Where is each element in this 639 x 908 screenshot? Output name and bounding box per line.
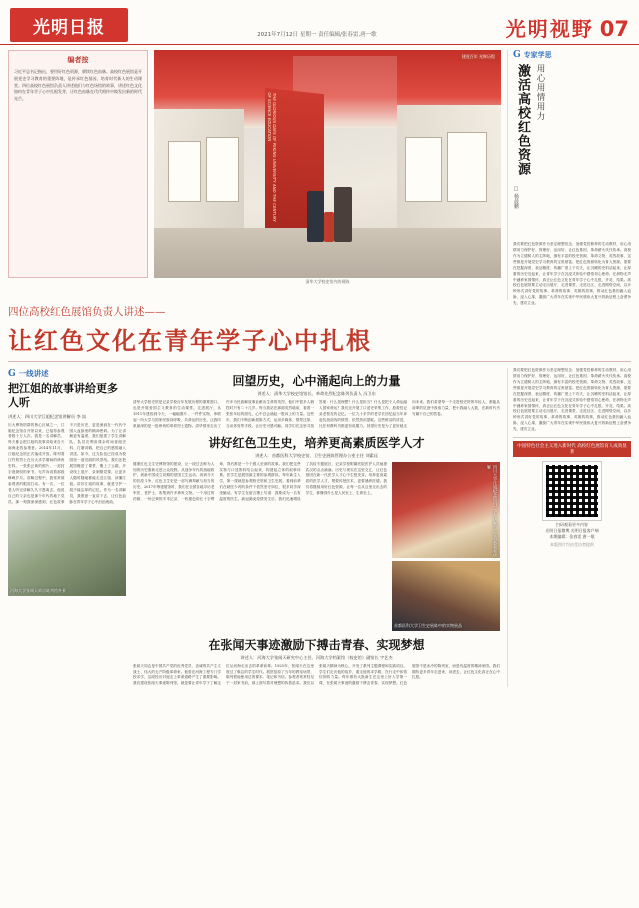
headline-rule [8,361,631,362]
articles-middle-column [133,368,500,687]
article-2-title: 回望历史，心中涌起向上的力量 [232,374,401,388]
article-4-title: 在张闻天事迹激励下搏击青春、实现梦想 [208,637,425,652]
editor-note [8,50,148,278]
hero-photo [154,50,501,278]
article-3-title: 讲好红色卫生史，培养更高素质医学人才 [208,435,425,450]
expert-body: 我们要把红色资源作为坚定理想信念、加强党性修养的生动教材，用心用情用力保护好、管理好、运用好，让红色基因、革命薪火代代传承。高校作为立德树人的主阵地，拥有丰富的校史资源、革命文物、英烈故事，这些都是开展党史学习教育的宝贵财富。把红色资源转化为育人资源，需要在挖掘深度、表达精度、传播广度上下功夫，让沉睡的史料活起来，让厚重的历史近起来，让青年学子在沉浸式体验中感悟初心使命，在润物无声中涵养家国情怀，真正让红色文化在青年学子心中扎根、开花、结果。高校红色展馆要主动走出展厅，走进课堂、走进社区、走进网络空间，以多种形式讲好党的故事、革命的故事、英雄的故事，推动红色基因融入血脉、浸入心扉，激励广大青年在实现中华民族伟大复兴的新征程上奋勇争先、建功立业。 [513,242,631,306]
paper-logo [10,8,128,42]
expert-column [507,50,631,306]
photo-5-caption: 河海大学张闻天故居陈列馆外景 [10,587,66,593]
article-4-body: 张闻天同志是中国共产党的优秀党员、忠诚的共产主义战士、伟大的无产阶级革命家。他曾在河海工程专门学校求学，这段经历对他走上革命道路产生了重要影响。我们建设张闻天事迹陈列馆，就是要让青年学子了解这位从河海走出去的革命前辈。1925年，张闻天在这里度过了难忘的学生时代。展馆复原了当年的教室场景，陈列着他使用过的课本、笔记和书信。参观者常常驻足于一封家书前，那上面写着对理想的执着追求。我们以张闻天精神为核心，开发了系列主题课程和实践项目。学生们走访他的故乡、重走他的求学路，在行走中体悟信仰的力量。每年都有大批新生在这里上好入学第一课，在张闻天事迹的激励下搏击青春、实现梦想。红色展馆不是冰冷的陈列室，而是有温度的精神家园。我们期待更多青年走进来、读进去，让红色文化真正在心中扎根。 [133,663,500,686]
qr-wrapper [513,462,631,520]
article-3-body: 健康红色卫生史博物馆的建设，让一段过去鲜为人知的历史重新走进公众视野。从战争年代的战地救护，到新中国成立初期的爱国卫生运动，再到今天的抗疫斗争，红色卫生史是一部写满奉献与担当的历史。2017年筹建展馆时，我们在全国各地寻访老军医、老护士，收集到许多珍贵文物。一个用过的药箱、一份泛黄的手术记录、一枚褪色的红十字臂章，背后都是一个个感人至深的故事。我们把这些实物与口述资料结合起来，构建起立体的叙事体系。医学生是展馆最主要的参观群体。每年新生入学，第一课就是参观校史馆和卫生史展。看到前辈们在缺医少药的条件下依然坚守岗位，很多同学深受触动。有学生在留言簿上写道：我要成为一名有温度的医生。新冠肺炎疫情发生后，我们迅速增设了抗疫专题展区，记录学校附属医院医护人员驰援武汉的点点滴滴。历史与现实在这里交汇，让红色基因在新一代医学人才心中生根发芽。培养更高素质的医学人才，既要传授医术，更要涵养医德。我们将继续用好红色资源，让每一位从这里走出去的学生，都懂得什么是人民至上、生命至上。 [133,461,387,502]
article-1-speaker: 讲述人：四川大学江姐纪念馆讲解员 李 岚 [8,413,87,419]
page-title: 让红色文化在青年学子心中扎根 [8,326,372,355]
photo-2-caption: 首都医科大学卫生史展陈中的实物展品 [394,622,462,628]
expert-section-label: 专家学思 [523,51,552,59]
top-section [0,45,639,306]
qr-line-1: 扫码观看更多内容 [556,522,588,528]
expert-continued-column [507,368,631,687]
main-headline-block [0,300,639,368]
headline-kicker: 四位高校红色展馆负责人讲述—— [8,306,166,318]
article-2-body: 清华大学校史馆是记录学校百年发展历程的重要窗口，也是开展爱国主义教育的生动课堂。走进展厅，从1911年建校到今天，一幅幅图片、一件件实物，串联起一所大学与国家民族同呼吸、共命运的历史。让我印象最深的是一批珍贵的革命烈士遗物。清华园里走出了许多为民族解放事业献出生命的英烈，他们中很多人牺牲时只有二十几岁。每当我站在那面英烈墙前，看着一张张年轻的面孔，心中总会涌起一股向上的力量。这些年，我们不断创新展陈方式，运用多媒体、情景还原、互动体验等手段，让历史可感可触。同学们在这里寻找答案：什么是理想？什么是担当？什么是把个人命运融入国家命运？我们还开展了口述史采集工作，抢救性记录老校友的记忆。一位九十多岁的老学长回忆起当年奔赴抗战前线的情景，依然热泪盈眶。这些鲜活的讲述，比任何教科书都更有说服力。回望历史是为了更好地走向未来。我们希望每一个走进校史馆的年轻人，都能从前辈的足迹中汲取力量，把小我融入大我，在新时代书写属于自己的答卷。 [133,400,500,428]
expert-section-head [513,50,631,60]
hero-photo-column [154,50,501,300]
expert-body-continued: 我们要把红色资源作为坚定理想信念、加强党性修养的生动教材，用心用情用力保护好、管理好、运用好，让红色基因、革命薪火代代传承。高校作为立德树人的主阵地，拥有丰富的校史资源、革命文物、英烈故事，这些都是开展党史学习教育的宝贵财富。把红色资源转化为育人资源，需要在挖掘深度、表达精度、传播广度上下功夫，让沉睡的史料活起来，让厚重的历史近起来，让青年学子在沉浸式体验中感悟初心使命，在润物无声中涵养家国情怀，真正让红色文化在青年学子心中扎根、开花、结果。高校红色展馆要主动走出展厅，走进课堂、走进社区、走进网络空间，以多种形式讲好党的故事、革命的故事、英雄的故事，推动红色基因融入血脉、浸入心扉，激励广大青年在实现中华民族伟大复兴的新征程上奋勇争先、建功立业。 [513,368,631,432]
hero-person-3 [324,212,334,242]
qr-code[interactable] [543,462,601,520]
article-3-speaker: 讲述人：首都医科大学校史馆、卫生史展陈管理办公室主任 刘素珏 [255,452,378,458]
photo-5 [8,510,126,596]
qr-line-2: 光明日报微博 光明日报客户端 [545,528,599,534]
article-1-section-head [8,368,126,379]
photo-2 [392,561,500,631]
article-1-body: 川大博物馆群的核心区域之一，江姐纪念馆自开馆以来，已接待参观者数十万人次。我是一名讲解员，每天都会把江姐的故事讲给来自天南海北的参观者。2014年11月，江姐纪念馆正式落成开放，陈列着江竹筠烈士在川大求学期间的珍贵史料。一张张泛黄的照片、一封封字迹斑驳的家书，无声诉说着那段峥嵘岁月。讲解过程中，我常常被参观者的眼泪打动。有一次，一位老人听完讲解久久不愿离去，他说自己的父亲也是那个年代的地下党员。那一刻我深深感到，红色故事不只是历史，更是流淌在一代代中国人血脉里的精神密码。为了让讲解更有温度，我们组建了学生讲解队，队员们利用课余时间查阅史料、打磨讲稿，把自己的感悟融入讲述。如今，这支队伍已经成为校园里一道亮丽的风景线。我们还把展馆搬进了课堂、搬上了云端，开设线上展厅、录制微党课，让更多人随时随地都能走近江姐、读懂江姐。讲好江姐的故事，就是守护一段不能忘却的记忆。作为一名讲解员，我愿意一直讲下去，让红色血脉在青年学子心中汩汩流淌。 [8,422,126,504]
hero-corner-label: 建党百年 光辉历程 [459,53,498,61]
hero-frame-3 [447,132,487,202]
hero-frame-1 [168,141,201,202]
article-1-section-label: 一线讲述 [18,369,49,378]
qr-line-3: 本期编辑：张春雷 唐一歌 [549,534,595,540]
editor-note-body: 习近平总书记指出，要用好红色资源，赓续红色血脉。高校红色展馆是开展党史学习教育的重要阵地，是传承红色基因、培育时代新人的生动课堂。四位高校红色展馆负责人讲述他们与红色场馆的故事，讲述红色文化如何在青年学子心中扎根发芽，让红色血脉在代代相传中焕发出新的时代光芒。 [14,69,142,102]
masthead [0,0,639,45]
compass-icon: G [513,50,521,60]
expert-title-main: 激活高校红色资源 [515,64,530,176]
paper-name: 光明日报 [33,17,105,38]
photo-credit: 本版图片均由受访者提供 [550,542,594,548]
section-title: 光明视野 [505,17,594,41]
footer-red-bar: 中国特色社会主义进入新时代 高校红色展馆育人成效显著 [513,441,631,457]
editor-note-column [8,50,148,300]
article-4-speaker: 讲述人：河海大学张闻天研究中心主任、河海大学档案馆（校史馆）副馆长 宇艺杰 [240,654,393,660]
hero-panel-text: THE GLORIOUS DAYS OF PEKING UNIVERSITY AND THE CENTURY OF SCIENCE EDUCATION [267,92,278,223]
qr-footer [513,437,631,548]
expert-title-block [513,64,631,184]
hero-person-1 [307,191,324,241]
hero-person-2 [334,187,351,242]
article-1-title: 把江姐的故事讲给更多人听 [8,382,118,410]
article-2-speaker: 讲述人：清华大学校史馆馆长、革命先烈纪念陈列负责人 冯卫东 [257,391,376,396]
compass-icon: G [8,368,16,379]
hero-frame-4 [405,137,442,203]
lower-section [0,368,639,687]
page-number: 07 [599,17,629,41]
editor-note-title: 编者按 [67,55,89,64]
expert-title-sub: 用心用情用力 [535,64,545,121]
expert-byline: □ 杨晨鹏 [513,186,519,209]
photo-1 [392,462,500,558]
masthead-section [506,13,629,42]
masthead-dateline: 2021年7月12日 星期一 责任编辑/张春雷,唐一歌 [257,32,377,38]
photo-1-caption: 四川大学江姐纪念馆内，学生讲解员正在为参观者讲解 [487,464,498,557]
article-1-column [8,368,126,687]
hero-photo-caption: 清华大学校史馆内的展陈 [305,279,350,284]
hero-frame-2 [206,137,239,203]
